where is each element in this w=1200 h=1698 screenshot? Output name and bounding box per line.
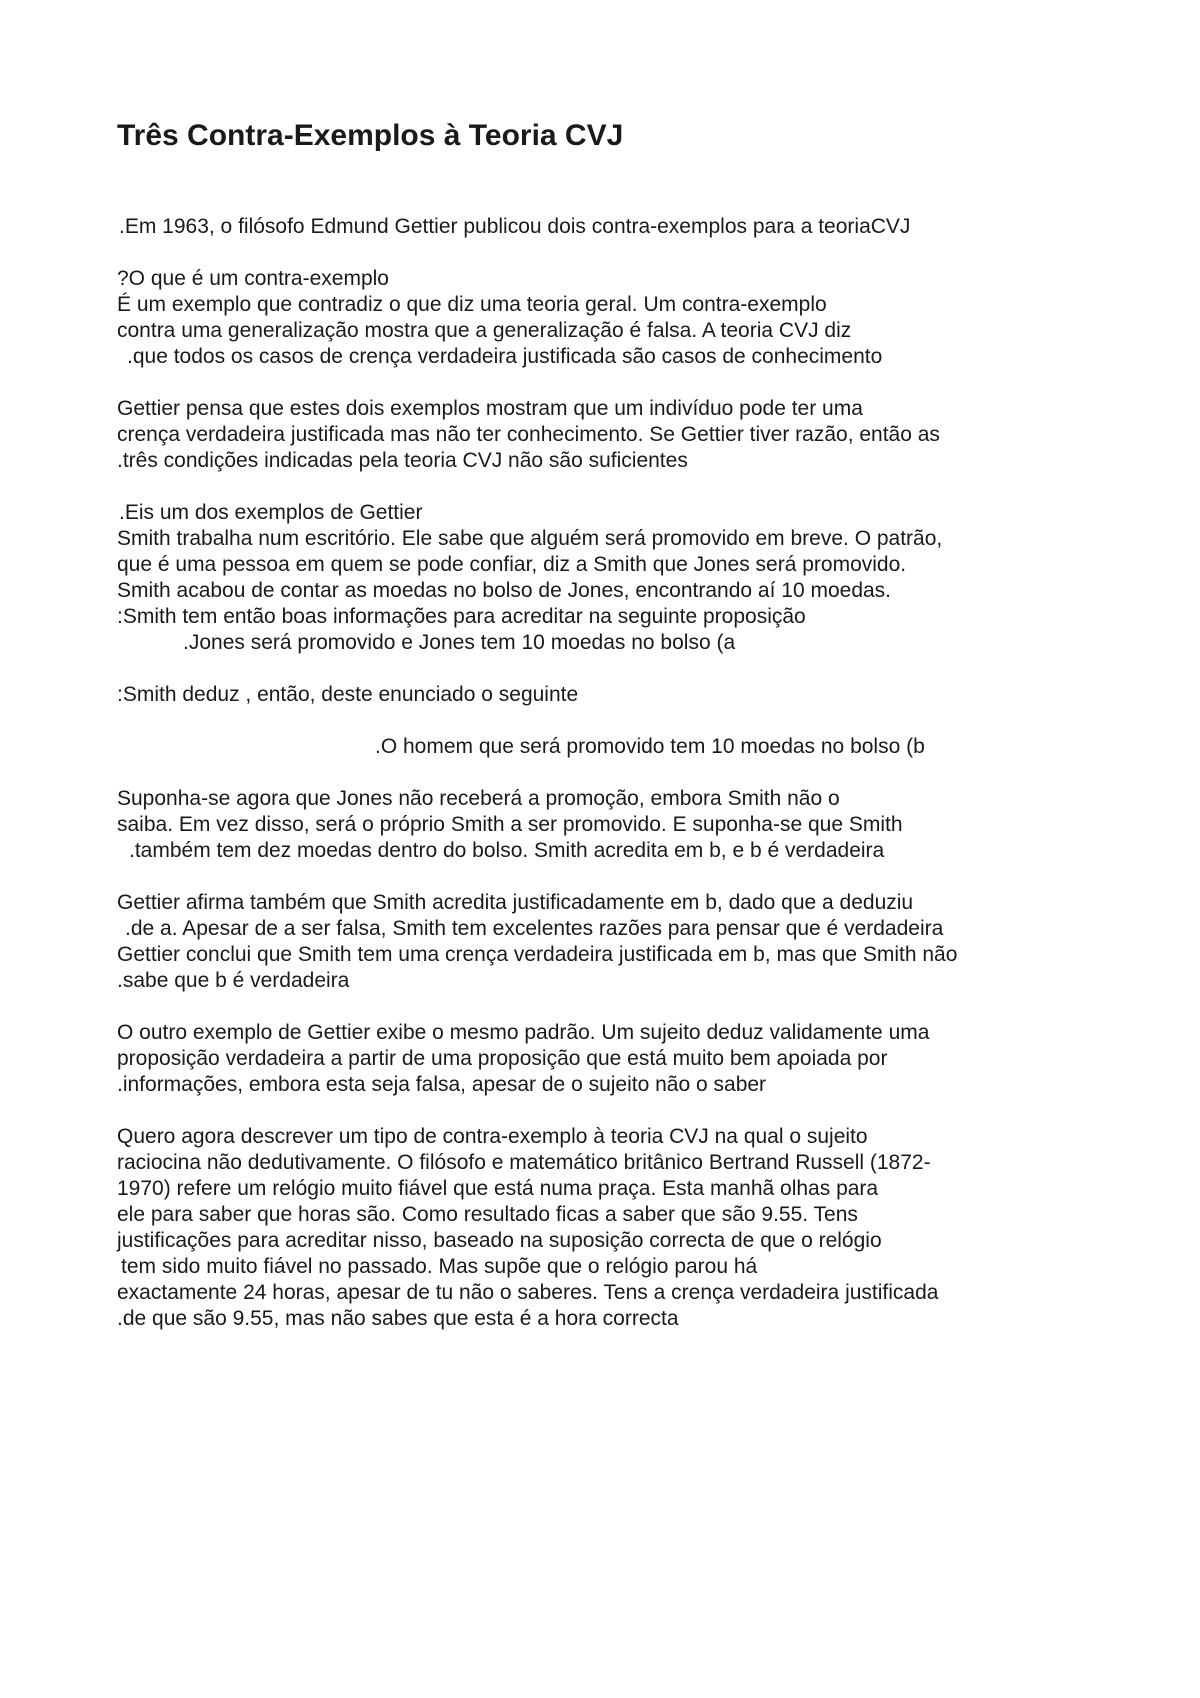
text-line: Smith trabalha num escritório. Ele sabe que alguém será promovido em breve. O patrão,: [117, 527, 943, 550]
text-line: .que todos os casos de crença verdadeira justificada são casos de conhecimento: [127, 345, 883, 368]
text-line: .Eis um dos exemplos de Gettier: [119, 501, 423, 524]
text-line: crença verdadeira justificada mas não ter conhecimento. Se Gettier tiver razão, então as: [117, 423, 940, 446]
text-line: Gettier pensa que estes dois exemplos mostram que um indivíduo pode ter uma: [117, 397, 863, 420]
text-line: .três condições indicadas pela teoria CVJ não são suficientes: [117, 449, 688, 472]
text-line: .também tem dez moedas dentro do bolso. Smith acredita em b, e b é verdadeira: [129, 839, 885, 862]
text-line: raciocina não dedutivamente. O filósofo e matemático britânico Bertrand Russell (1872-: [117, 1151, 931, 1174]
text-line: 1970) refere um relógio muito fiável que está numa praça. Esta manhã olhas para: [117, 1177, 879, 1200]
text-line: contra uma generalização mostra que a generalização é falsa. A teoria CVJ diz: [117, 319, 852, 342]
text-line: ?O que é um contra-exemplo: [117, 267, 389, 290]
text-line: Gettier conclui que Smith tem uma crença verdadeira justificada em b, mas que Smith não: [117, 943, 958, 966]
text-line: Gettier afirma também que Smith acredita justificadamente em b, dado que a deduziu: [117, 891, 914, 914]
text-line: Suponha-se agora que Jones não receberá a promoção, embora Smith não o: [117, 787, 840, 810]
text-line: O outro exemplo de Gettier exibe o mesmo padrão. Um sujeito deduz validamente uma: [117, 1021, 930, 1044]
text-line: Quero agora descrever um tipo de contra-exemplo à teoria CVJ na qual o sujeito: [117, 1125, 868, 1148]
text-line: saiba. Em vez disso, será o próprio Smith a ser promovido. E suponha-se que Smith: [117, 813, 903, 836]
text-line: É um exemplo que contradiz o que diz uma teoria geral. Um contra-exemplo: [117, 293, 827, 316]
text-line: .Em 1963, o filósofo Edmund Gettier publicou dois contra-exemplos para a teoriaCVJ: [119, 215, 911, 238]
text-line: .de que são 9.55, mas não sabes que esta é a hora correcta: [117, 1307, 679, 1330]
text-line: Smith acabou de contar as moedas no bolso de Jones, encontrando aí 10 moedas.: [117, 579, 892, 602]
text-line: que é uma pessoa em quem se pode confiar, diz a Smith que Jones será promovido.: [117, 553, 907, 576]
text-line: justificações para acreditar nisso, baseado na suposição correcta de que o relógio: [117, 1229, 882, 1252]
text-line: proposição verdadeira a partir de uma proposição que está muito bem apoiada por: [117, 1047, 888, 1070]
document-page: [117, 0, 1117, 1698]
text-line: .de a. Apesar de a ser falsa, Smith tem excelentes razões para pensar que é verdadeira: [125, 917, 944, 940]
text-line: exactamente 24 horas, apesar de tu não o saberes. Tens a crença verdadeira justificada: [117, 1281, 939, 1304]
text-line: tem sido muito fiável no passado. Mas supõe que o relógio parou há: [121, 1255, 758, 1278]
text-line: .sabe que b é verdadeira: [117, 969, 350, 992]
text-line: .Jones será promovido e Jones tem 10 moedas no bolso (a: [183, 631, 736, 654]
text-line: :Smith tem então boas informações para acreditar na seguinte proposição: [117, 605, 806, 628]
text-line: ele para saber que horas são. Como resultado ficas a saber que são 9.55. Tens: [117, 1203, 858, 1226]
text-line: .O homem que será promovido tem 10 moedas no bolso (b: [375, 735, 925, 758]
text-line: :Smith deduz , então, deste enunciado o seguinte: [117, 683, 579, 706]
text-line: .informações, embora esta seja falsa, apesar de o sujeito não o saber: [117, 1073, 767, 1096]
document-title: Três Contra-Exemplos à Teoria CVJ: [117, 119, 624, 152]
